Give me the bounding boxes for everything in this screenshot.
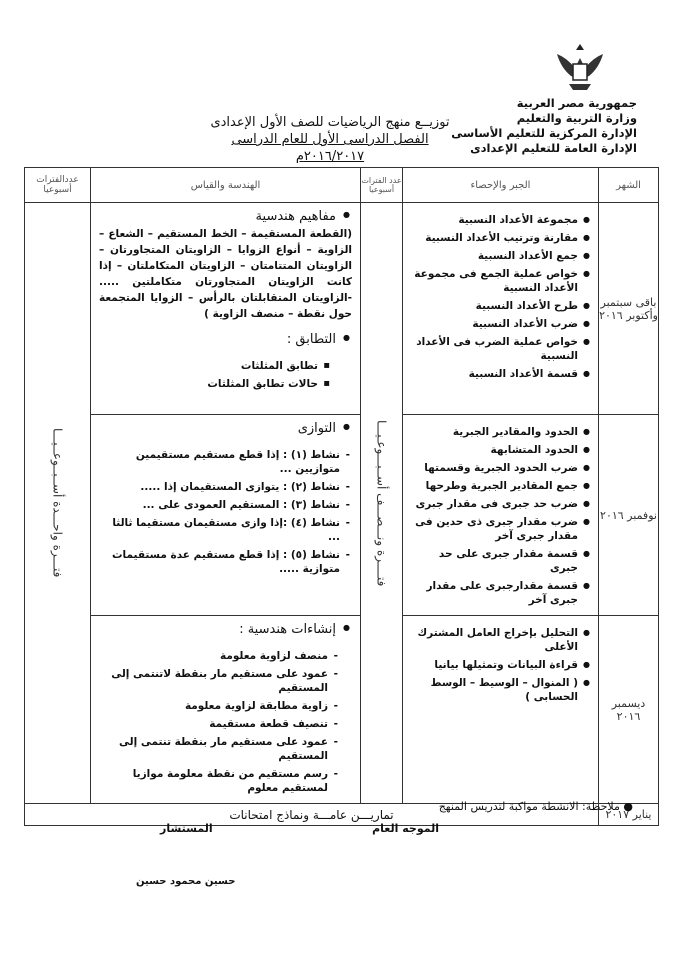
ministry-line: الإدارة المركزية للتعليم الأساسى: [451, 126, 637, 140]
list-item: - زاوية مطابقة لزاوية معلومة: [97, 699, 340, 713]
title-line1: توزيــع منهج الرياضيات للصف الأول الإعدادى: [210, 115, 450, 130]
list-item: ● الحدود والمقادير الجبرية: [409, 425, 590, 439]
list-item: - نشاط (٤) :إذا وازى مستقيمان مستقيما ثالثا ...: [97, 516, 352, 544]
list-item: ● قسمة الأعداد النسبية: [409, 367, 590, 381]
ministry-line: وزارة التربية والتعليم: [516, 111, 637, 125]
list-item: - نشاط (١) : إذا قطع مستقيم مستقيمين متوازيين ...: [97, 448, 352, 476]
month-cell: باقى سبتمبر وأكتوبر ٢٠١٦: [599, 203, 659, 415]
list-item: ● ( المنوال – الوسيط – الوسط الحسابى ): [409, 676, 590, 704]
geo-weekly-periods: فتـــرة واحـــدة أســبــوعــيـــا: [25, 203, 91, 804]
list-item: - عمود على مستقيم مار بنقطة لاتنتمى إلى المستقيم: [97, 667, 340, 695]
month-cell: نوفمبر ٢٠١٦: [599, 415, 659, 616]
list-item: ● جمع الأعداد النسبية: [409, 249, 590, 263]
ministry-line: الإدارة العامة للتعليم الإعدادى: [470, 141, 637, 155]
list-item: - نشاط (٣) : المستقيم العمودى على ...: [97, 498, 352, 512]
list-item: ● التحليل بإخراج العامل المشترك الأعلى: [409, 626, 590, 654]
header-alg-weeks: عدد الفترات أسبوعيا: [361, 168, 403, 203]
list-item: ● خواص عملية الجمع فى مجموعة الأعداد النسبية: [409, 267, 590, 295]
note: ● ملاحظة: الانشطة مواكبة لتدريس المنهج: [438, 800, 633, 813]
algebra-cell: [403, 203, 599, 415]
document-title: [180, 114, 480, 165]
algebra-cell: [403, 616, 599, 804]
header-algebra: الجبر والإحصاء: [403, 168, 599, 203]
geometry-cell: [91, 616, 361, 804]
general-exercises-cell: تماريـــن عامـــة ونماذج امتحانات: [25, 804, 599, 826]
header-month: الشهر: [599, 168, 659, 203]
geo-heading: ● مفاهيم هندسية: [91, 209, 350, 224]
geo-heading: ● التطابق :: [91, 332, 350, 347]
title-line2: الفصل الدراسى الأول للعام الدراسى: [231, 132, 429, 147]
title-line3: ٢٠١٦/٢٠١٧م: [295, 149, 365, 164]
month-cell: ديسمبر ٢٠١٦: [599, 616, 659, 804]
list-item: - عمود على مستقيم مار بنقطة تنتمى إلى المستقيم: [97, 735, 340, 763]
list-item: - نشاط (٥) : إذا قطع مستقيم عدة مستقيمات متوازية .....: [97, 548, 352, 576]
author-name: حسين محمود حسين: [136, 876, 236, 887]
curriculum-table: [24, 167, 659, 826]
list-item: ● مجموعة الأعداد النسبية: [409, 213, 590, 227]
list-item: ● ضرب الأعداد النسبية: [409, 317, 590, 331]
geo-paragraph: (القطعة المستقيمة – الخط المستقيم – الشعاع – الزاوية – أنواع الزوايا – الزاويتان المتجاورتان – الزاويتان المتتامتان – الزاويتان المتكاملتان – إذا كانت الزاويتان المتجاورتان متكاملتين ..... -الزاويتان المتقابلتان بالرأس – الزوايا المتجمعة حول نقطة – منصف الزاوية ): [99, 228, 352, 320]
list-item: ● طرح الأعداد النسبية: [409, 299, 590, 313]
list-item: ● الحدود المتشابهة: [409, 443, 590, 457]
list-item: ● خواص عملية الضرب فى الأعداد النسبية: [409, 335, 590, 363]
list-item: - منصف لزاوية معلومة: [97, 649, 340, 663]
supervisor-signature-label: الموجه العام: [372, 822, 439, 835]
list-item: ● قسمة مقدار جبرى على حد جبرى: [409, 547, 590, 575]
list-item: ● ضرب مقدار جبرى ذى حدين فى مقدار جبرى آخر: [409, 515, 590, 543]
list-item: ● مقارنة وترتيب الأعداد النسبية: [409, 231, 590, 245]
list-item: - نشاط (٢) : يتوازى المستقيمان إذا .....: [97, 480, 352, 494]
list-item: ▪ حالات تطابق المثلثات: [97, 377, 330, 391]
list-item: ● ضرب حد جبرى فى مقدار جبرى: [409, 497, 590, 511]
geometry-cell: [91, 203, 361, 415]
algebra-cell: [403, 415, 599, 616]
ministry-line: جمهورية مصر العربية: [516, 96, 637, 110]
header-geo-weeks: عددالفترات أسبوعيا: [25, 168, 91, 203]
list-item: - تنصيف قطعة مستقيمة: [97, 717, 340, 731]
geo-heading: ● إنشاءات هندسية :: [91, 622, 350, 637]
note-text: ملاحظة: الانشطة مواكبة لتدريس المنهج: [438, 800, 620, 813]
list-item: ● قسمة مقدارجبرى على مقدار جبرى آخر: [409, 579, 590, 607]
list-item: - رسم مستقيم من نقطة معلومة موازيا لمستقيم معلوم: [97, 767, 340, 795]
alg-weekly-periods: فتــــرة ونـــصـــف أســبـــوعـيـــا: [361, 203, 403, 804]
list-item: ● جمع المقادير الجبرية وطرحها: [409, 479, 590, 493]
list-item: ▪ تطابق المثلثات: [97, 359, 330, 373]
egypt-eagle-emblem-icon: [551, 40, 609, 96]
month-cell: يناير ٢٠١٧: [599, 804, 659, 826]
list-item: ● ضرب الحدود الجبرية وقسمتها: [409, 461, 590, 475]
geometry-cell: [91, 415, 361, 616]
advisor-signature-label: المستشار: [160, 822, 213, 835]
header-geometry: الهندسة والقياس: [91, 168, 361, 203]
list-item: ● قراءة البيانات وتمثيلها بيانيا: [409, 658, 590, 672]
geo-heading: ● التوازى: [91, 421, 350, 436]
